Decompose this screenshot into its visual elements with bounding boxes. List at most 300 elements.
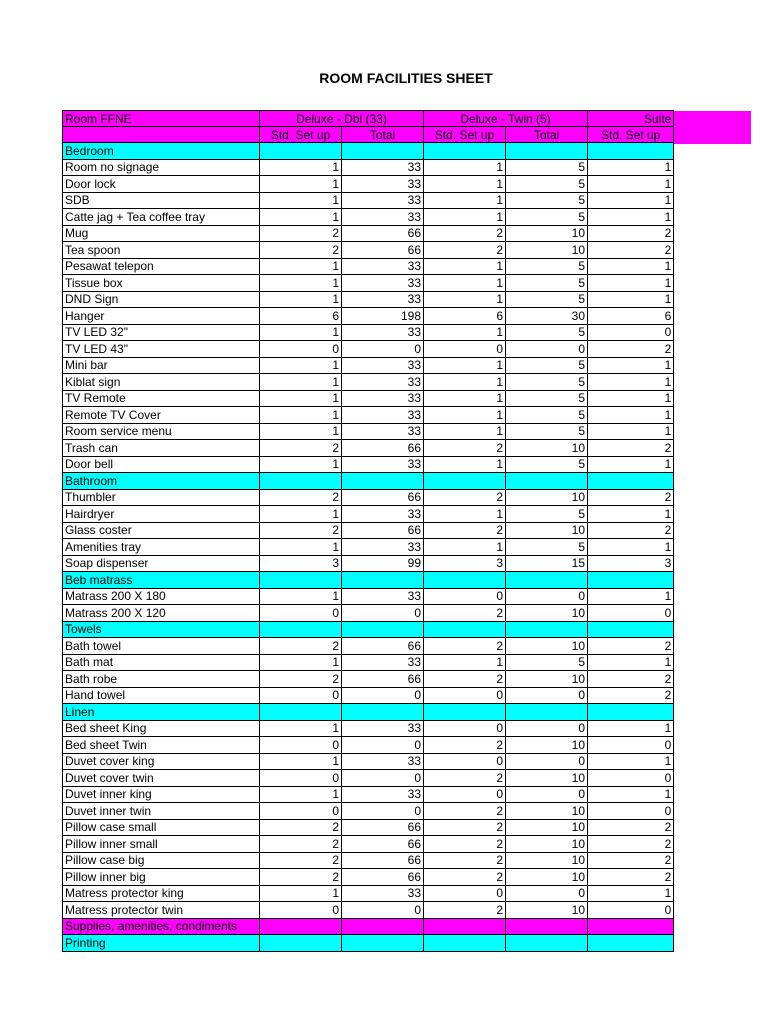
value-cell[interactable]: 66 (342, 440, 424, 457)
value-cell[interactable]: 0 (342, 902, 424, 919)
value-cell[interactable]: 10 (506, 836, 588, 853)
value-cell[interactable]: 66 (342, 638, 424, 655)
value-cell[interactable]: 2 (424, 902, 506, 919)
value-cell[interactable]: 0 (506, 341, 588, 358)
section-cell[interactable] (260, 621, 342, 638)
value-cell[interactable]: 2 (588, 522, 674, 539)
item-label[interactable]: Duvet inner king (63, 786, 260, 803)
value-cell[interactable]: 1 (588, 159, 674, 176)
value-cell[interactable]: 33 (342, 539, 424, 556)
item-label[interactable]: Thumbler (63, 489, 260, 506)
item-label[interactable]: Pillow inner small (63, 836, 260, 853)
section-cell[interactable] (424, 918, 506, 935)
value-cell[interactable]: 5 (506, 324, 588, 341)
value-cell[interactable]: 1 (424, 374, 506, 391)
value-cell[interactable]: 1 (260, 176, 342, 193)
value-cell[interactable]: 0 (260, 605, 342, 622)
item-label[interactable]: Glass coster (63, 522, 260, 539)
value-cell[interactable]: 2 (588, 242, 674, 259)
value-cell[interactable]: 33 (342, 885, 424, 902)
value-cell[interactable]: 1 (260, 192, 342, 209)
value-cell[interactable]: 1 (260, 885, 342, 902)
section-cell[interactable] (506, 143, 588, 160)
value-cell[interactable]: 1 (588, 753, 674, 770)
item-label[interactable]: Duvet inner twin (63, 803, 260, 820)
value-cell[interactable]: 5 (506, 291, 588, 308)
value-cell[interactable]: 66 (342, 819, 424, 836)
value-cell[interactable]: 33 (342, 456, 424, 473)
value-cell[interactable]: 0 (260, 341, 342, 358)
std-set-up-header[interactable]: Std. Set up (424, 127, 506, 143)
item-label[interactable]: Kiblat sign (63, 374, 260, 391)
value-cell[interactable]: 1 (588, 720, 674, 737)
value-cell[interactable]: 1 (260, 258, 342, 275)
value-cell[interactable]: 2 (424, 440, 506, 457)
item-label[interactable]: Pesawat telepon (63, 258, 260, 275)
section-label[interactable]: Linen (63, 704, 260, 721)
value-cell[interactable]: 2 (260, 440, 342, 457)
value-cell[interactable]: 33 (342, 258, 424, 275)
value-cell[interactable]: 1 (424, 291, 506, 308)
value-cell[interactable]: 15 (506, 555, 588, 572)
section-label[interactable]: Towels (63, 621, 260, 638)
item-label[interactable]: Bath mat (63, 654, 260, 671)
value-cell[interactable]: 2 (588, 489, 674, 506)
group-header-suite[interactable]: Suite (588, 111, 674, 127)
section-cell[interactable] (342, 918, 424, 935)
section-cell[interactable] (588, 621, 674, 638)
value-cell[interactable]: 0 (506, 753, 588, 770)
group-header-deluxe-twin[interactable]: Deluxe - Twin (5) (424, 111, 588, 127)
value-cell[interactable]: 1 (260, 275, 342, 292)
item-label[interactable]: Hairdryer (63, 506, 260, 523)
value-cell[interactable]: 33 (342, 720, 424, 737)
value-cell[interactable]: 1 (588, 423, 674, 440)
value-cell[interactable]: 2 (260, 522, 342, 539)
value-cell[interactable]: 3 (424, 555, 506, 572)
value-cell[interactable]: 2 (260, 489, 342, 506)
section-cell[interactable] (506, 621, 588, 638)
std-set-up-header[interactable]: Std. Set up (260, 127, 342, 143)
value-cell[interactable]: 1 (424, 390, 506, 407)
value-cell[interactable]: 2 (424, 489, 506, 506)
value-cell[interactable]: 10 (506, 803, 588, 820)
value-cell[interactable]: 2 (588, 869, 674, 886)
value-cell[interactable]: 1 (424, 654, 506, 671)
value-cell[interactable]: 0 (588, 737, 674, 754)
value-cell[interactable]: 0 (260, 770, 342, 787)
value-cell[interactable]: 33 (342, 423, 424, 440)
value-cell[interactable]: 5 (506, 258, 588, 275)
section-cell[interactable] (342, 621, 424, 638)
value-cell[interactable]: 33 (342, 506, 424, 523)
value-cell[interactable]: 2 (424, 770, 506, 787)
value-cell[interactable]: 0 (506, 786, 588, 803)
item-label[interactable]: Remote TV Cover (63, 407, 260, 424)
value-cell[interactable]: 2 (424, 242, 506, 259)
value-cell[interactable]: 5 (506, 654, 588, 671)
value-cell[interactable]: 2 (424, 803, 506, 820)
value-cell[interactable]: 33 (342, 753, 424, 770)
value-cell[interactable]: 2 (260, 671, 342, 688)
item-label[interactable]: DND Sign (63, 291, 260, 308)
value-cell[interactable]: 0 (588, 902, 674, 919)
value-cell[interactable]: 1 (260, 209, 342, 226)
value-cell[interactable]: 5 (506, 407, 588, 424)
value-cell[interactable]: 1 (424, 407, 506, 424)
section-label[interactable]: Bedroom (63, 143, 260, 160)
value-cell[interactable]: 66 (342, 852, 424, 869)
section-label[interactable]: Printing (63, 935, 260, 952)
item-label[interactable]: SDB (63, 192, 260, 209)
value-cell[interactable]: 1 (260, 506, 342, 523)
section-cell[interactable] (588, 572, 674, 589)
value-cell[interactable]: 1 (424, 209, 506, 226)
value-cell[interactable]: 1 (424, 324, 506, 341)
section-cell[interactable] (506, 918, 588, 935)
value-cell[interactable]: 2 (588, 819, 674, 836)
value-cell[interactable]: 2 (424, 737, 506, 754)
value-cell[interactable]: 0 (588, 770, 674, 787)
section-cell[interactable] (342, 935, 424, 952)
value-cell[interactable]: 33 (342, 209, 424, 226)
value-cell[interactable]: 0 (424, 341, 506, 358)
value-cell[interactable]: 10 (506, 225, 588, 242)
value-cell[interactable]: 2 (260, 852, 342, 869)
value-cell[interactable]: 33 (342, 654, 424, 671)
value-cell[interactable]: 0 (260, 803, 342, 820)
section-label[interactable]: Bathroom (63, 473, 260, 490)
value-cell[interactable]: 1 (260, 291, 342, 308)
value-cell[interactable]: 5 (506, 176, 588, 193)
value-cell[interactable]: 0 (260, 687, 342, 704)
value-cell[interactable]: 1 (260, 720, 342, 737)
value-cell[interactable]: 2 (260, 225, 342, 242)
item-label[interactable]: Room service menu (63, 423, 260, 440)
value-cell[interactable]: 66 (342, 489, 424, 506)
value-cell[interactable]: 0 (342, 687, 424, 704)
value-cell[interactable]: 2 (588, 341, 674, 358)
value-cell[interactable]: 198 (342, 308, 424, 325)
value-cell[interactable]: 5 (506, 539, 588, 556)
value-cell[interactable]: 1 (588, 192, 674, 209)
value-cell[interactable]: 10 (506, 242, 588, 259)
value-cell[interactable]: 0 (588, 605, 674, 622)
value-cell[interactable]: 5 (506, 374, 588, 391)
item-label[interactable]: Room no signage (63, 159, 260, 176)
value-cell[interactable]: 1 (260, 390, 342, 407)
section-label[interactable]: Supplies, amenities, condiments (63, 918, 260, 935)
value-cell[interactable]: 2 (424, 852, 506, 869)
item-label[interactable]: Pillow case big (63, 852, 260, 869)
value-cell[interactable]: 1 (260, 539, 342, 556)
value-cell[interactable]: 0 (260, 902, 342, 919)
section-cell[interactable] (260, 704, 342, 721)
value-cell[interactable]: 2 (424, 836, 506, 853)
value-cell[interactable]: 1 (424, 275, 506, 292)
value-cell[interactable]: 1 (588, 654, 674, 671)
value-cell[interactable]: 1 (260, 786, 342, 803)
total-header[interactable]: Total (342, 127, 424, 143)
value-cell[interactable]: 1 (424, 506, 506, 523)
value-cell[interactable]: 0 (342, 803, 424, 820)
value-cell[interactable]: 33 (342, 159, 424, 176)
value-cell[interactable]: 1 (424, 159, 506, 176)
total-header[interactable]: Total (506, 127, 588, 143)
value-cell[interactable]: 6 (260, 308, 342, 325)
value-cell[interactable]: 33 (342, 588, 424, 605)
value-cell[interactable]: 1 (424, 456, 506, 473)
value-cell[interactable]: 33 (342, 291, 424, 308)
item-label[interactable]: Duvet cover twin (63, 770, 260, 787)
value-cell[interactable]: 10 (506, 819, 588, 836)
value-cell[interactable]: 10 (506, 671, 588, 688)
item-label[interactable]: Matrass 200 X 120 (63, 605, 260, 622)
section-cell[interactable] (260, 473, 342, 490)
value-cell[interactable]: 0 (424, 720, 506, 737)
item-label[interactable]: TV LED 32" (63, 324, 260, 341)
value-cell[interactable]: 66 (342, 242, 424, 259)
value-cell[interactable]: 0 (424, 786, 506, 803)
value-cell[interactable]: 10 (506, 902, 588, 919)
value-cell[interactable]: 2 (588, 687, 674, 704)
value-cell[interactable]: 2 (424, 869, 506, 886)
section-cell[interactable] (424, 935, 506, 952)
value-cell[interactable]: 1 (424, 258, 506, 275)
value-cell[interactable]: 5 (506, 506, 588, 523)
value-cell[interactable]: 0 (424, 588, 506, 605)
value-cell[interactable]: 1 (588, 588, 674, 605)
value-cell[interactable]: 6 (588, 308, 674, 325)
value-cell[interactable]: 2 (424, 225, 506, 242)
value-cell[interactable]: 1 (260, 423, 342, 440)
value-cell[interactable]: 2 (424, 638, 506, 655)
value-cell[interactable]: 5 (506, 159, 588, 176)
item-label[interactable]: Tissue box (63, 275, 260, 292)
value-cell[interactable]: 1 (424, 539, 506, 556)
value-cell[interactable]: 0 (342, 737, 424, 754)
section-cell[interactable] (588, 918, 674, 935)
section-cell[interactable] (424, 143, 506, 160)
value-cell[interactable]: 66 (342, 522, 424, 539)
value-cell[interactable]: 0 (424, 885, 506, 902)
value-cell[interactable]: 1 (424, 176, 506, 193)
value-cell[interactable]: 10 (506, 737, 588, 754)
value-cell[interactable]: 1 (588, 291, 674, 308)
value-cell[interactable]: 2 (588, 852, 674, 869)
item-label[interactable]: Bed sheet Twin (63, 737, 260, 754)
section-cell[interactable] (506, 572, 588, 589)
value-cell[interactable]: 30 (506, 308, 588, 325)
value-cell[interactable]: 1 (588, 374, 674, 391)
value-cell[interactable]: 2 (260, 836, 342, 853)
item-label[interactable]: TV Remote (63, 390, 260, 407)
value-cell[interactable]: 5 (506, 456, 588, 473)
value-cell[interactable]: 1 (260, 159, 342, 176)
item-label[interactable]: Mini bar (63, 357, 260, 374)
value-cell[interactable]: 1 (588, 456, 674, 473)
item-label[interactable]: Matress protector king (63, 885, 260, 902)
value-cell[interactable]: 1 (588, 786, 674, 803)
value-cell[interactable]: 5 (506, 390, 588, 407)
value-cell[interactable]: 10 (506, 869, 588, 886)
section-cell[interactable] (506, 473, 588, 490)
section-cell[interactable] (342, 143, 424, 160)
section-cell[interactable] (260, 935, 342, 952)
value-cell[interactable]: 10 (506, 440, 588, 457)
item-label[interactable]: Bath towel (63, 638, 260, 655)
value-cell[interactable]: 1 (260, 456, 342, 473)
value-cell[interactable]: 2 (424, 671, 506, 688)
value-cell[interactable]: 10 (506, 770, 588, 787)
value-cell[interactable]: 0 (424, 687, 506, 704)
value-cell[interactable]: 33 (342, 357, 424, 374)
section-cell[interactable] (588, 704, 674, 721)
section-cell[interactable] (260, 143, 342, 160)
room-ffne-header[interactable]: Room FFNE (63, 111, 260, 127)
item-label[interactable]: Trash can (63, 440, 260, 457)
value-cell[interactable]: 1 (588, 539, 674, 556)
value-cell[interactable]: 33 (342, 192, 424, 209)
item-label[interactable]: Pillow case small (63, 819, 260, 836)
value-cell[interactable]: 1 (588, 275, 674, 292)
value-cell[interactable]: 33 (342, 176, 424, 193)
section-cell[interactable] (506, 704, 588, 721)
item-label[interactable]: Catte jag + Tea coffee tray (63, 209, 260, 226)
value-cell[interactable]: 1 (260, 374, 342, 391)
item-label[interactable]: Soap dispenser (63, 555, 260, 572)
value-cell[interactable]: 33 (342, 390, 424, 407)
section-cell[interactable] (424, 473, 506, 490)
value-cell[interactable]: 33 (342, 786, 424, 803)
value-cell[interactable]: 5 (506, 192, 588, 209)
value-cell[interactable]: 0 (424, 753, 506, 770)
value-cell[interactable]: 1 (424, 423, 506, 440)
value-cell[interactable]: 0 (260, 737, 342, 754)
value-cell[interactable]: 0 (506, 687, 588, 704)
section-cell[interactable] (260, 572, 342, 589)
value-cell[interactable]: 2 (588, 638, 674, 655)
value-cell[interactable]: 1 (588, 390, 674, 407)
value-cell[interactable]: 10 (506, 605, 588, 622)
value-cell[interactable]: 1 (260, 407, 342, 424)
section-cell[interactable] (342, 572, 424, 589)
value-cell[interactable]: 99 (342, 555, 424, 572)
value-cell[interactable]: 0 (342, 605, 424, 622)
value-cell[interactable]: 1 (588, 885, 674, 902)
value-cell[interactable]: 0 (342, 770, 424, 787)
value-cell[interactable]: 1 (588, 258, 674, 275)
value-cell[interactable]: 10 (506, 522, 588, 539)
value-cell[interactable]: 0 (342, 341, 424, 358)
section-cell[interactable] (588, 935, 674, 952)
section-cell[interactable] (588, 473, 674, 490)
std-set-up-header[interactable]: Std. Set up (588, 127, 674, 143)
value-cell[interactable]: 3 (260, 555, 342, 572)
value-cell[interactable]: 1 (588, 407, 674, 424)
value-cell[interactable]: 0 (588, 803, 674, 820)
value-cell[interactable]: 1 (588, 357, 674, 374)
value-cell[interactable]: 1 (588, 176, 674, 193)
value-cell[interactable]: 1 (424, 357, 506, 374)
value-cell[interactable]: 33 (342, 324, 424, 341)
value-cell[interactable]: 2 (260, 819, 342, 836)
item-label[interactable]: Hand towel (63, 687, 260, 704)
value-cell[interactable]: 10 (506, 852, 588, 869)
value-cell[interactable]: 2 (424, 605, 506, 622)
group-header-deluxe-dbl[interactable]: Deluxe - Dbl (33) (260, 111, 424, 127)
value-cell[interactable]: 2 (260, 869, 342, 886)
value-cell[interactable]: 5 (506, 357, 588, 374)
value-cell[interactable]: 2 (424, 522, 506, 539)
item-label[interactable]: Mug (63, 225, 260, 242)
value-cell[interactable]: 0 (506, 885, 588, 902)
item-label[interactable]: Bed sheet King (63, 720, 260, 737)
section-cell[interactable] (260, 918, 342, 935)
value-cell[interactable]: 3 (588, 555, 674, 572)
header-blank[interactable] (63, 127, 260, 143)
item-label[interactable]: Matrass 200 X 180 (63, 588, 260, 605)
value-cell[interactable]: 1 (260, 654, 342, 671)
value-cell[interactable]: 5 (506, 275, 588, 292)
item-label[interactable]: Amenities tray (63, 539, 260, 556)
value-cell[interactable]: 1 (424, 192, 506, 209)
section-cell[interactable] (424, 572, 506, 589)
value-cell[interactable]: 2 (424, 819, 506, 836)
value-cell[interactable]: 66 (342, 836, 424, 853)
value-cell[interactable]: 10 (506, 638, 588, 655)
section-cell[interactable] (588, 143, 674, 160)
item-label[interactable]: Pillow inner big (63, 869, 260, 886)
value-cell[interactable]: 2 (588, 225, 674, 242)
value-cell[interactable]: 33 (342, 275, 424, 292)
value-cell[interactable]: 1 (260, 324, 342, 341)
item-label[interactable]: Tea spoon (63, 242, 260, 259)
value-cell[interactable]: 5 (506, 209, 588, 226)
section-cell[interactable] (342, 473, 424, 490)
item-label[interactable]: Hanger (63, 308, 260, 325)
section-cell[interactable] (424, 621, 506, 638)
value-cell[interactable]: 1 (260, 753, 342, 770)
value-cell[interactable]: 66 (342, 869, 424, 886)
value-cell[interactable]: 1 (260, 588, 342, 605)
section-cell[interactable] (342, 704, 424, 721)
item-label[interactable]: Matress protector twin (63, 902, 260, 919)
value-cell[interactable]: 33 (342, 374, 424, 391)
value-cell[interactable]: 1 (260, 357, 342, 374)
item-label[interactable]: Duvet cover king (63, 753, 260, 770)
value-cell[interactable]: 2 (260, 638, 342, 655)
value-cell[interactable]: 2 (260, 242, 342, 259)
item-label[interactable]: TV LED 43" (63, 341, 260, 358)
value-cell[interactable]: 1 (588, 209, 674, 226)
value-cell[interactable]: 1 (588, 506, 674, 523)
value-cell[interactable]: 0 (506, 720, 588, 737)
section-label[interactable]: Beb matrass (63, 572, 260, 589)
value-cell[interactable]: 66 (342, 225, 424, 242)
value-cell[interactable]: 0 (506, 588, 588, 605)
value-cell[interactable]: 5 (506, 423, 588, 440)
value-cell[interactable]: 10 (506, 489, 588, 506)
value-cell[interactable]: 2 (588, 836, 674, 853)
section-cell[interactable] (424, 704, 506, 721)
value-cell[interactable]: 2 (588, 671, 674, 688)
value-cell[interactable]: 2 (588, 440, 674, 457)
item-label[interactable]: Door lock (63, 176, 260, 193)
value-cell[interactable]: 0 (588, 324, 674, 341)
item-label[interactable]: Door bell (63, 456, 260, 473)
value-cell[interactable]: 66 (342, 671, 424, 688)
